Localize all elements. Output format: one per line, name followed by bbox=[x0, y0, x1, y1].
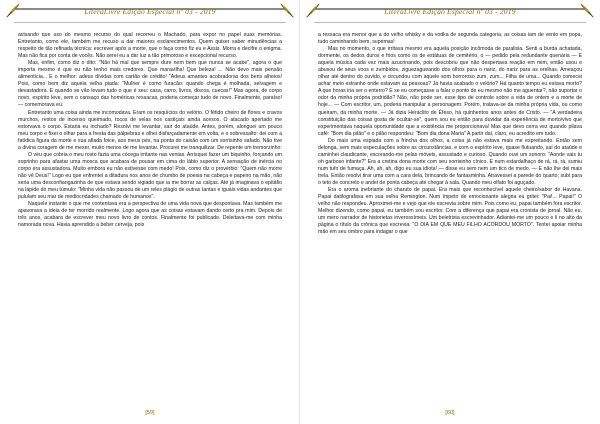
quill-icon bbox=[578, 2, 596, 20]
paragraph: Naquele instante o que me contentava era a perspectiva de uma vida nova que despontava. Mas também me apavorava a ideia de ter morrido realmente. Logo agora que as coisas estavam dando certo pra mim. Depois de três anos, acabara de escrever meu novo livro de contos. Finalmente foi publicado. Deleitava-me com minha namorada nova. Havia aprendido a beber cerveja, pois bbox=[18, 201, 282, 229]
paragraph: Era o aroma inebriante do charuto de papai. Era mais que reconhecível aquele cheiro/sabor de Havana. Papai datilografava em sua velha Remington. Num ímpeto de emocionante alegria eu gritei: "Pai!... Papai!" O velho não respondeu. Aproximei-me e vejo que ele escrevia sobre mim. Pois como eu, papai também fora escritor. Melhor dizendo, como papai, eu também sou escritor. Com a diferença que papai era cronista de jornal. Não eu, um mero narrador de historietas inverossímeis. Um beletrista escrevinhador. Adiantei-me um pouco e li no alto da página o título da crônica que escrevia: "O DIA EM QUE MEU FILHO ACORDOU MORTO". Tentei apoiar minha mão em seu ombro para indagar o que bbox=[318, 187, 582, 236]
right-page bbox=[300, 0, 600, 424]
paragraph: avisando que uso do mesmo recurso do qual recorreu o Machado, para expor no papel suas memórias. Entretanto, como ele, também me recuso a dar maiores esclarecimentos. Quem quiser saber minudências a respeito de tão refinada técnica: escrever após a morte, que o faça como fiz eu e Assis. Morra e decifre o enigma. Mas não fica por conta de vocês. Não serei eu a dar luz a tão primoroso e excepcional recurso. bbox=[18, 32, 282, 60]
right-page-text bbox=[318, 32, 582, 404]
page-number: [59] bbox=[145, 410, 155, 416]
page-number: [60] bbox=[445, 410, 455, 416]
paragraph: Do mais uma espiada com a frincha dos olhos, a coisa já não estava mais me espreitando. Então sem delonga, sem mais especulações sobre as circunstâncias, e com o espírito leve, quase flutuando, saí do ataúde e caminhei claudicante, escorando-me pelas móveis, assustado e curioso. Quando ouvi um sonoro: "Aonde vais tu oh garboso infante?" Era a cretina dona morte com seu sorrisinho cínico. E num estardalhaço de rá, rá, rá, sumiu num tufo de fumaça. Ah, ah, ah, digo eu sua idiota! — disse eu sem nem um tico de medo. — E não lhe dei mais trela. Então resolvi tirar uma com a cara dela, brincando de fantasminha. Atravessei a parede do quarto; subi para o teto de concreto e andei de ponta cabeça até chegar à sala. Quando meu olfato foi aguçado. bbox=[318, 137, 582, 186]
paragraph: Mas, enfim, como diz o dito: "Não há mal que sempre dure nem bem que nunca se acabe", agora o que importa mesmo é que eu não tenho mais credores. Que maravilha! Que beleza! ... Não devo mais pensão alimentícia... E o melhor: adeus dívidas com cartão de crédito! "Adeus amantes acobradoras dos bens alheios! Pois, como bem diz aquela velha piada: "Mulher é como furacão: quando chega é molhada, selvagem e devastadora. E quando se vão levam tudo o que é seu: casa, carro, livros, discos, cuecas!" Mas agora, de corpo novo, espírito leve, sem o cansaço das homéricas ressacas, poderia começar tudo de novo. Finalmente, paraíso! — comemorava eu. bbox=[18, 60, 282, 109]
right-page-header bbox=[300, 0, 600, 22]
left-page-header bbox=[0, 0, 300, 22]
quill-icon bbox=[278, 2, 296, 20]
header-title: LiteraLivre Edição Especial nº 03 - 2019 bbox=[384, 7, 516, 16]
paragraph: O véu que cobria o meu rosto fazia uma cócega irritante nas ventas. Arrisquei fazer um biquinho, forçando um soprinho para afastar uma mosca que acabara de pousar em cima do lábio superior. A sensação de inércia no corpo era assustadora. Muito embora eu não estivesse com medo! Pois, como diz o provérbio: "Quem não morre não vê Deus!" Logo eu que enfrentei a ditadura nos anos de chumbo de poesia na cabeça e papeiro na mão, não seria uma desconfiangazinha de que estava sendo vigiado que ia me borrar as calças. Até já imaginava o epitáfio na lápide do meu túmulo: "Minha vida não passou de um reles plágio de outras tantas e iguais vidas andantes que pululam seu mar de mediocridades chamado de humanos". bbox=[18, 151, 282, 201]
left-page-text bbox=[18, 32, 282, 404]
paragraph: Entretanto uma coisa ainda me incomodava. Eram os resquícios do velório. O fétido cheiro de flores e cravos murchos, restos de incenso queimado, tocos de velas nos castiçais ainda acesos. O atacado apertado me estorvava o corpo. Estaria eu inchado? Resolvi me levantar, sair do ataúde. Antes, porém, alonguei um pouco meu corpo e fixei o olhar para a fresta das pálpebras e olhei disfarçadamente em volta, e o sobressalto: dei com a fatídica figura da morte e sua afiada foice, aos meus pés, na ponta do caixão com um sorrisinho safado. Não tive a divina coragem de me mexer, muito menos de me levantar. Procurei me tranquilizar. De repente um tremorzinho: bbox=[18, 109, 282, 151]
paragraph: Mas no momento, o que irritava mesmo era aquela posição incômoda de paralisia. Senti a burda achatada, dormente, os dedos duros e frios como os de estátuas de cemitério, o — pedido pela redundante quenária — E aquela música cada vez mais azucrinando, pois descobriu que não despertava reação em mim, então usou e abusou de seus voos e zumbidos, ziguezagueando dos olhos para o nariz, do nariz para as orelhas. Ameaçou olhar até dentro do ouvido, e circundou com aquele som horroroso zum, zum... Filha de uma... Quando comecei achar meio estranho onde estavam as pessoas? Já havia acabado o velório? Há quanto tempo eu estava morto? A que horas iria ser o enterro? E se eu começasse a falar o ponto de eu mesmo não me aguentar?, não suportar o odor da minha própria podridão? Não, não pode ser, esse tipo de controle sobre a vida de ontem e a morte de hoje... — Com escritor, um, poderia manipular a personagem. Porém, tratava-se da minha própria vida, ou como queiram, da minha morte. — Já dizia Heráclito de Éfeso, há quinhentos anos antes de Cristo. — "A verdadeira constituição das coisas gosta de ocultar-se", quem sou eu então para duvidar da experiência de morto/vivo que experimentava naquela oportunidade que a existência me proporcionava! Mas que devo cerra vez quando pilava café: "Bom dia pilão" e o pilão respondeu: "Bom dia dona Maria" A partir daí, claro, eu acredito em tudo. bbox=[318, 46, 582, 137]
header-title: LiteraLivre Edição Especial nº 03 - 2019 bbox=[84, 7, 216, 16]
paragraph: a ressaca era menor que a do velho whisky e da vodka de segunda categoria, as coisas iam de vento em popa, tudo caminhando bem, suprimas! bbox=[318, 32, 582, 46]
